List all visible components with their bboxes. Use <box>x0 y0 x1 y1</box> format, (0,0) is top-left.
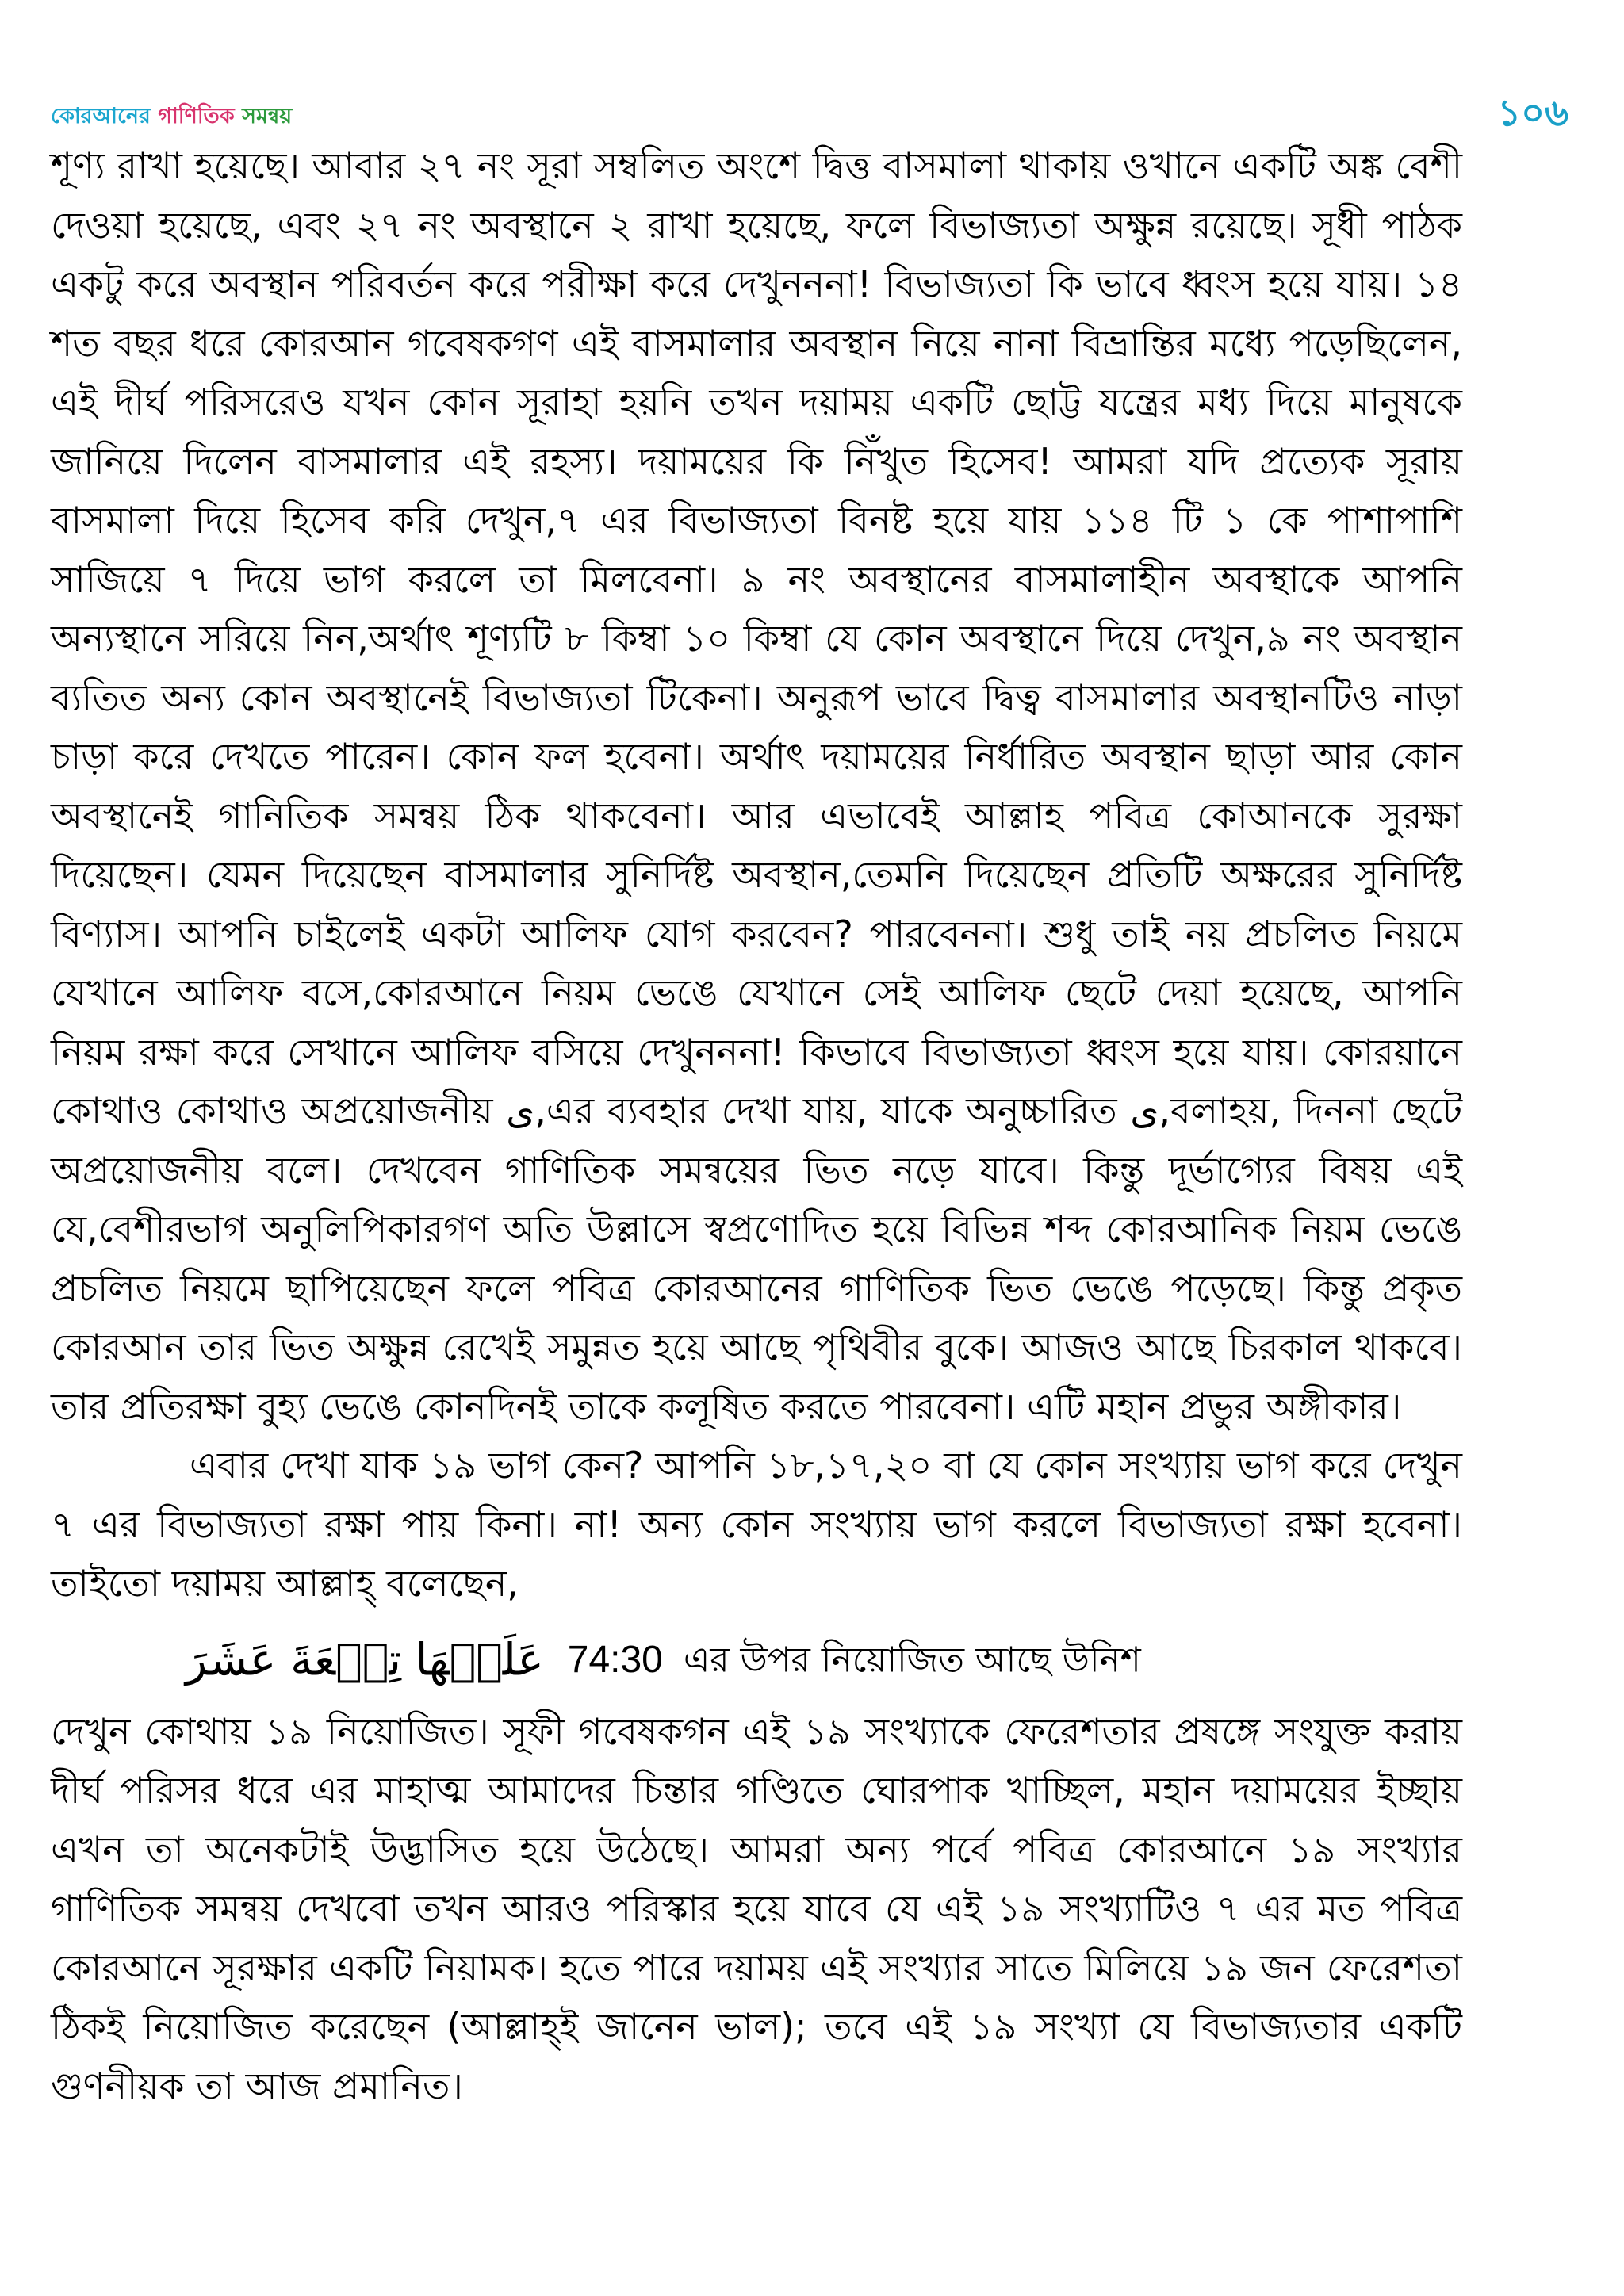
paragraph-3: দেখুন কোথায় ১৯ নিয়োজিত। সূফী গবেষকগন এই ১৯ সংখ্যাকে ফেরেশতার প্রষঙ্গে সংযুক্ত করায় দীর্ঘ পরিসর ধরে এর মাহাত্ম আমাদের চিন্তার গণ্ডিতে ঘোরপাক খাচ্ছিল, মহান দয়াময়ের ইচ্ছায় এখন তা অনেকটাই উদ্ভাসিত হয়ে উঠেছে। আমরা অন্য পর্বে পবিত্র কোরআনে ১৯ সংখ্যার গাণিতিক সমন্বয় দেখবো তখন আরও পরিস্কার হয়ে যাবে যে এই ১৯ সংখ্যাটিও ৭ এর মত পবিত্র কোরআনে সূরক্ষার একটি নিয়ামক। হতে পারে দয়াময় এই সংখ্যার সাতে মিলিয়ে ১৯ জন ফেরেশতা ঠিকই নিয়োজিত করেছেন (আল্লাহ্ই জানেন ভাল); তবে এই ১৯ সংখ্যা যে বিভাজ্যতার একটি গুণনীয়ক তা আজ প্রমানিত। <box>51 1709 1462 2107</box>
paragraph-1 <box>51 136 1462 1436</box>
arabic-ya-glyph: ى <box>1130 1089 1159 1132</box>
arabic-ya-glyph: ى <box>506 1089 535 1132</box>
running-title-part3: সমন্বয় <box>242 104 293 128</box>
page-number: ১০৬ <box>1497 91 1568 134</box>
paragraph-1-text-b: ,এর ব্যবহার দেখা যায়, যাকে অনুচ্চারিত <box>534 1089 1131 1132</box>
paragraph-2: এবার দেখা যাক ১৯ ভাগ কেন? আপনি ১৮,১৭,২০ বা যে কোন সংখ্যায় ভাগ করে দেখুন ৭ এর বিভাজ্যতা রক্ষা পায় কিনা। না! অন্য কোন সংখ্যায় ভাগ করলে বিভাজ্যতা রক্ষা হবেনা। তাইতো দয়াময় আল্লাহ্ বলেছেন, <box>51 1444 1462 1605</box>
body-text <box>51 136 1462 2115</box>
verse-reference: 74:30 <box>567 1639 663 1681</box>
paragraph-1-text-a: শূণ্য রাখা হয়েছে। আবার ২৭ নং সূরা সম্বলিত অংশে দ্বিত্ত বাসমালা থাকায় ওখানে একটি অঙ্ক বেশী দেওয়া হয়েছে, এবং ২৭ নং অবস্থানে ২ রাখা হয়েছে, ফলে বিভাজ্যতা অক্ষুন্ন রয়েছে। সূধী পাঠক একটু করে অবস্থান পরিবর্তন করে পরীক্ষা করে দেখুনননা! বিভাজ্যতা কি ভাবে ধ্বংস হয়ে যায়। ১৪ শত বছর ধরে কোরআন গবেষকগণ এই বাসমালার অবস্থান নিয়ে নানা বিভ্রান্তির মধ্যে পড়েছিলেন, এই দীর্ঘ পরিসরেও যখন কোন সূরাহা হয়নি তখন দয়াময় একটি ছোট্ট যন্ত্রের মধ্য দিয়ে মানুষকে জানিয়ে দিলেন বাসমালার এই রহস্য। দয়াময়ের কি নিঁখুত হিসেব! আমরা যদি প্রত্যেক সূরায় বাসমালা দিয়ে হিসেব করি দেখুন,৭ এর বিভাজ্যতা বিনষ্ট হয়ে যায় ১১৪ টি ১ কে পাশাপাশি সাজিয়ে ৭ দিয়ে ভাগ করলে তা মিলবেনা। ৯ নং অবস্থানের বাসমালাহীন অবস্থাকে আপনি অন্যস্থানে সরিয়ে নিন,অর্থাৎ শূণ্যটি ৮ কিম্বা ১০ কিম্বা যে কোন অবস্থানে দিয়ে দেখুন,৯ নং অবস্থান ব্যতিত অন্য কোন অবস্থানেই বিভাজ্যতা টিকেনা। অনুরূপ ভাবে দ্বিত্ব বাসমালার অবস্থানটিও নাড়া চাড়া করে দেখতে পারেন। কোন ফল হবেনা। অর্থাৎ দয়াময়ের নির্ধারিত অবস্থান ছাড়া আর কোন অবস্থানেই গানিতিক সমন্বয় ঠিক থাকবেনা। আর এভাবেই আল্লাহ পবিত্র কোআনকে সুরক্ষা দিয়েছেন। যেমন দিয়েছেন বাসমালার সুনির্দিষ্ট অবস্থান,তেমনি দিয়েছেন প্রতিটি অক্ষরের সুনির্দিষ্ট বিণ্যাস। আপনি চাইলেই একটা আলিফ যোগ করবেন? পারবেননা। শুধু তাই নয় প্রচলিত নিয়মে যেখানে আলিফ বসে,কোরআনে নিয়ম ভেঙে যেখানে সেই আলিফ ছেটে দেয়া হয়েছে, আপনি নিয়ম রক্ষা করে সেখানে আলিফ বসিয়ে দেখুনননা! কিভাবে বিভাজ্যতা ধ্বংস হয়ে যায়। কোরয়ানে কোথাও কোথাও অপ্রয়োজনীয় <box>51 144 1462 1132</box>
running-title-part2: গাণিতিক <box>158 104 243 128</box>
page-header <box>51 86 1568 141</box>
verse-translation: এর উপর নিয়োজিত আছে উনিশ <box>683 1640 1141 1680</box>
verse-line <box>51 1613 1462 1702</box>
running-title <box>51 100 292 136</box>
running-title-part1: কোরআনের <box>51 104 159 128</box>
paragraph-1-text-c: ,বলাহয়, দিননা ছেটে অপ্রয়োজনীয় বলে। দেখবেন গাণিতিক সমন্বয়ের ভিত নড়ে যাবে। কিন্তু দূর্ভাগ্যের বিষয় এই যে,বেশীরভাগ অনুলিপিকারগণ অতি উল্লাসে স্বপ্রণোদিত হয়ে বিভিন্ন শব্দ কোরআনিক নিয়ম ভেঙে প্রচলিত নিয়মে ছাপিয়েছেন ফলে পবিত্র কোরআনের গাণিতিক ভিত ভেঙে পড়েছে। কিন্তু প্রকৃত কোরআন তার ভিত অক্ষুন্ন রেখেই সমুন্নত হয়ে আছে পৃথিবীর বুকে। আজও আছে চিরকাল থাকবে। তার প্রতিরক্ষা বুহ্য ভেঙে কোনদিনই তাকে কলূষিত করতে পারবেনা। এটি মহান প্রভুর অঙ্গীকার। <box>51 1089 1463 1428</box>
verse-arabic: عَلَيۡهَا تِسۡعَةَ عَشَرَ <box>186 1634 544 1686</box>
